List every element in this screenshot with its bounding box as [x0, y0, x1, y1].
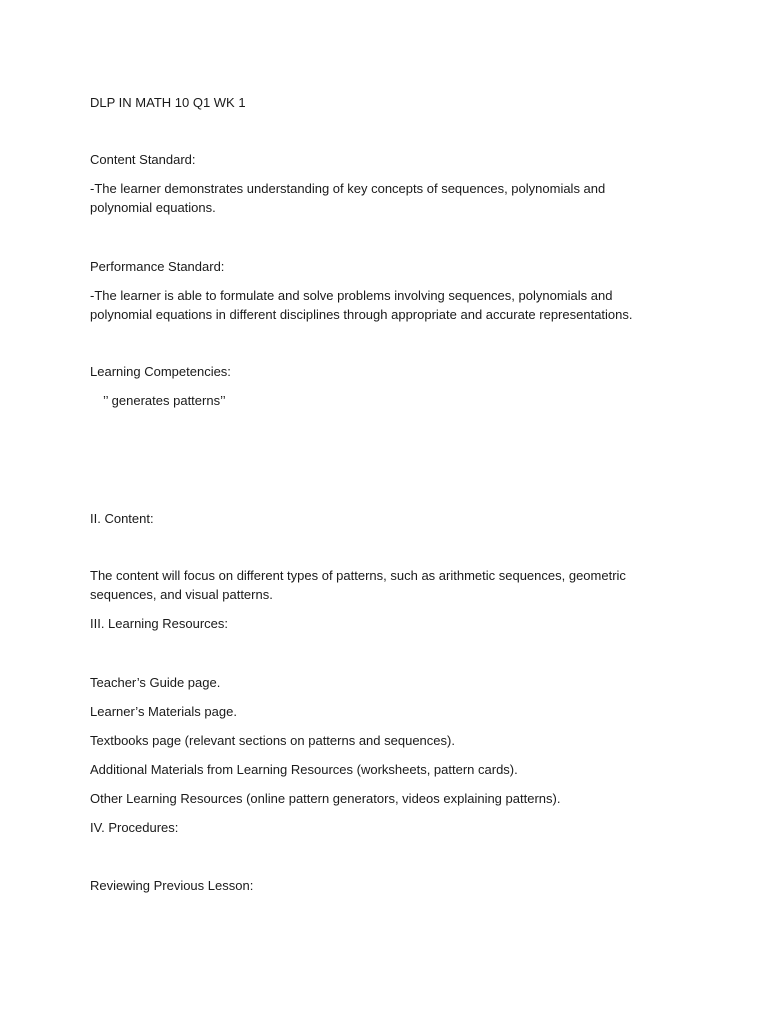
procedures-heading: IV. Procedures:: [90, 820, 179, 835]
performance-standard-text: -The learner is able to formulate and solve problems involving sequences, polynomials and polynomial equations in different disciplines through appropriate and accurate representations.: [90, 288, 633, 322]
performance-standard-heading: Performance Standard:: [90, 259, 225, 274]
resource-item: Textbooks page (relevant sections on patterns and sequences).: [90, 733, 455, 748]
reviewing-previous-lesson-heading: Reviewing Previous Lesson:: [90, 878, 254, 893]
resource-item: Teacher’s Guide page.: [90, 675, 221, 690]
document-title: DLP IN MATH 10 Q1 WK 1: [90, 95, 246, 110]
learning-competencies-text: ’’ generates patterns’’: [103, 393, 226, 408]
content-standard-heading: Content Standard:: [90, 152, 196, 167]
learning-competencies-heading: Learning Competencies:: [90, 364, 231, 379]
content-standard-text: -The learner demonstrates understanding of key concepts of sequences, polynomials and polynomial equations.: [90, 181, 606, 215]
resource-item: Additional Materials from Learning Resources (worksheets, pattern cards).: [90, 762, 518, 777]
resource-item: Other Learning Resources (online pattern generators, videos explaining patterns).: [90, 791, 561, 806]
content-text: The content will focus on different types of patterns, such as arithmetic sequences, geometric sequences, and visual patterns.: [90, 568, 626, 602]
content-heading: II. Content:: [90, 511, 154, 526]
learning-resources-heading: III. Learning Resources:: [90, 616, 229, 631]
resource-item: Learner’s Materials page.: [90, 704, 237, 719]
